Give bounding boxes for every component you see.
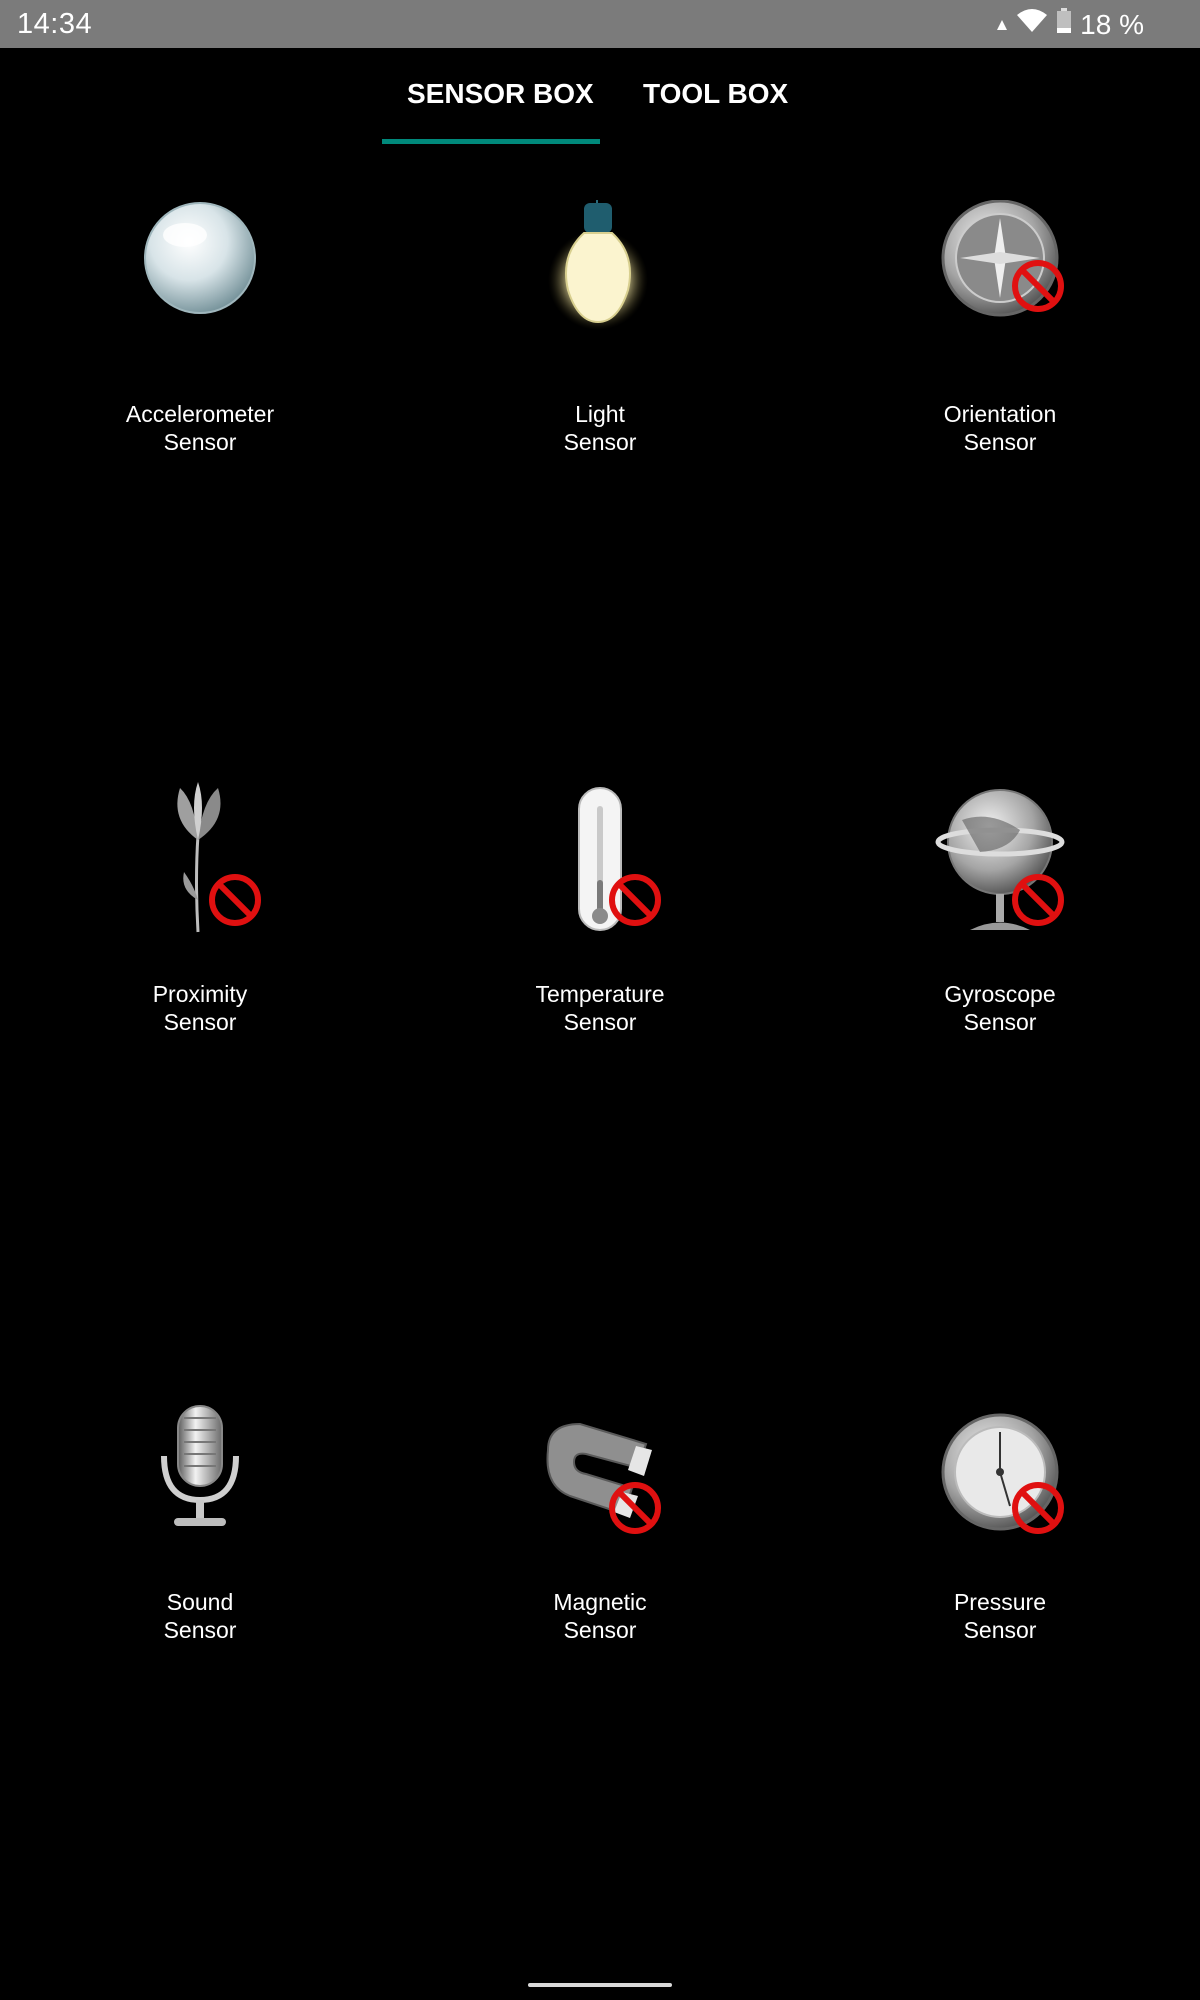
status-icons [996, 8, 1144, 41]
unavailable-icon [1010, 258, 1066, 319]
accelerometer-sensor-tile[interactable] [50, 200, 350, 500]
sensor-label: Sound Sensor [163, 1589, 237, 1643]
magnetic-sensor-tile[interactable] [450, 1388, 750, 1688]
status-bar [0, 0, 1200, 48]
unavailable-icon [1010, 1480, 1066, 1541]
gyroscope-sensor-tile[interactable] [850, 780, 1150, 1080]
flower-icon [100, 780, 300, 950]
thermometer-icon [500, 780, 700, 950]
battery-icon [1056, 8, 1072, 41]
tab-bar [0, 48, 1200, 144]
orientation-sensor-tile[interactable] [850, 200, 1150, 500]
microphone-icon [100, 1388, 300, 1558]
gyroscope-globe-icon [900, 780, 1100, 950]
barometer-icon [900, 1388, 1100, 1558]
sensor-label: Temperature Sensor [535, 981, 665, 1035]
light-sensor-tile[interactable] [450, 200, 750, 500]
compass-icon [900, 200, 1100, 370]
sensor-label: Accelerometer Sensor [125, 401, 275, 455]
wifi-icon [1016, 8, 1048, 41]
unavailable-icon [1010, 872, 1066, 933]
sensor-label: Light Sensor [563, 401, 637, 455]
unavailable-icon [607, 1480, 663, 1541]
proximity-sensor-tile[interactable] [50, 780, 350, 1080]
tab-tool-box[interactable]: TOOL BOX [643, 78, 789, 109]
tab-sensor-box[interactable]: SENSOR BOX [407, 78, 594, 109]
temperature-sensor-tile[interactable] [450, 780, 750, 1080]
sensor-label: Orientation Sensor [943, 401, 1057, 455]
home-indicator[interactable] [528, 1983, 672, 1987]
sensor-label: Gyroscope Sensor [944, 981, 1056, 1035]
battery-percent: 18 % [1080, 8, 1144, 40]
magnet-icon [500, 1388, 700, 1558]
glass-ball-icon [100, 200, 300, 370]
status-time: 14:34 [17, 8, 93, 40]
unavailable-icon [207, 872, 263, 933]
sensor-label: Magnetic Sensor [553, 1589, 647, 1643]
unavailable-icon [607, 872, 663, 933]
tab-indicator [382, 139, 600, 144]
light-bulb-icon [500, 200, 700, 370]
pressure-sensor-tile[interactable] [850, 1388, 1150, 1688]
sensor-label: Pressure Sensor [953, 1589, 1047, 1643]
sound-sensor-tile[interactable] [50, 1388, 350, 1688]
sensor-label: Proximity Sensor [152, 981, 248, 1035]
data-arrow-icon [996, 9, 1008, 41]
